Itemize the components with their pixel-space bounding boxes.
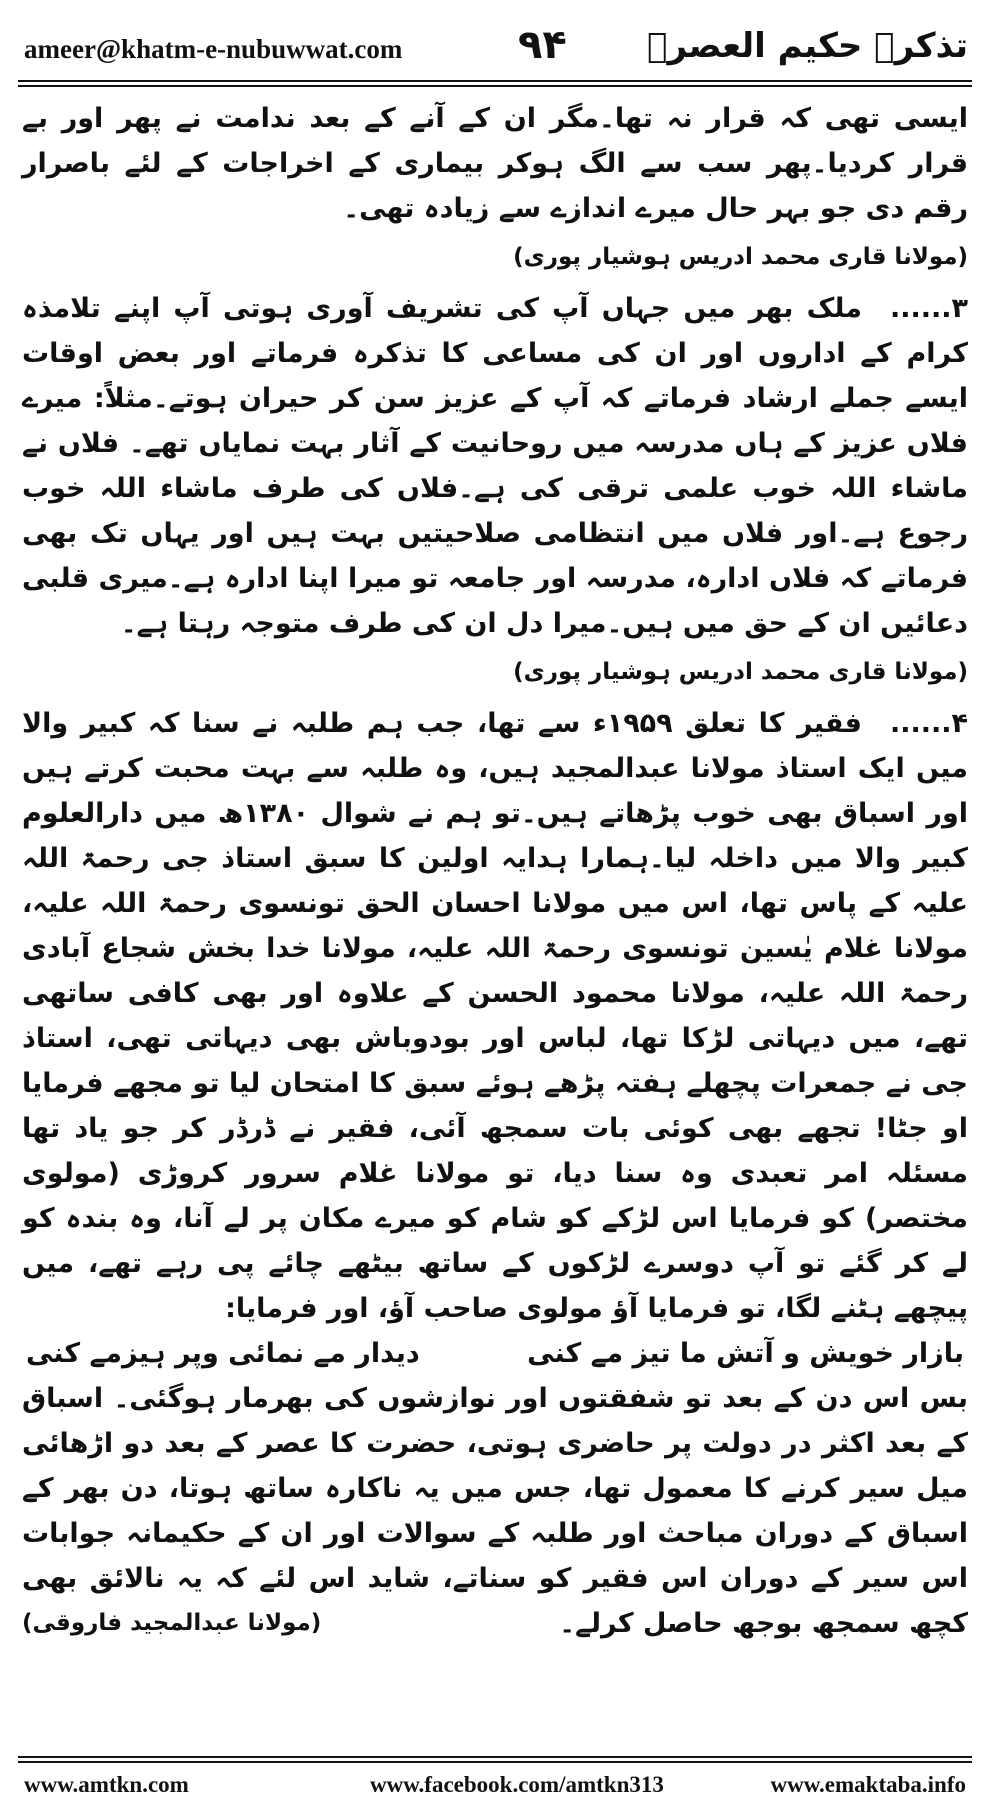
header-email: ameer@khatm-e-nubuwwat.com: [24, 34, 403, 64]
book-title: تذکرہ حکیم العصرؒ: [647, 26, 968, 66]
section4-credit: (مولانا عبدالمجید فاروقی): [22, 1610, 322, 1636]
footer-link-facebook[interactable]: www.facebook.com/amtkn313: [370, 1772, 664, 1797]
page-footer: [18, 1768, 972, 1804]
footer-rule: [18, 1756, 972, 1758]
section3-text: ملک بھر میں جہاں آپ کی تشریف آوری ہوتی آپ اپنے تلامذہ کرام کے اداروں اور ان کی مساعی کا تذکرہ فرماتے اور بعض اوقات ایسے جملے ارشاد فرماتے کہ آپ کے عزیز سن کر حیران ہوتے۔مثلاً: میرے فلاں عزیز کے ہاں مدرسہ میں روحانیت کے آثار بہت نمایاں تھے۔ فلاں نے ماشاء اللہ خوب علمی ترقی کی ہے۔فلاں کی طرف ماشاء اللہ خوب رجوع ہے۔اور فلاں میں انتظامی صلاحیتیں بہت ہیں اور یہاں تک بھی فرماتے کہ فلاں ادارہ، مدرسہ اور جامعہ تو میرا اپنا ادارہ ہے۔میری قلبی دعائیں ان کے حق میں ہیں۔میرا دل ان کی طرف متوجہ رہتا ہے۔: [22, 293, 968, 639]
persian-verse: [22, 1331, 968, 1376]
page-body: [22, 96, 968, 1646]
section2-continuation: ایسی تھی کہ قرار نہ تھا۔مگر ان کے آنے کے بعد ندامت نے پھر اور بے قرار کردیا۔پھر سب سے الگ ہوکر بیماری کے اخراجات کے لئے باصرار رقم دی جو بہر حال میرے اندازے سے زیادہ تھی۔: [22, 103, 968, 224]
section4-number: ۴......: [889, 708, 968, 739]
footer-rule-double: [18, 1761, 972, 1763]
page-header: [18, 14, 972, 78]
section4-text-after: بس اس دن کے بعد تو شفقتوں اور نوازشوں کی بھرمار ہوگئی۔ اسباق کے بعد اکثر در دولت پر حاضری ہوتی، حضرت کا عصر کے بعد دو اڑھائی میل سیر کرنے کا معمول تھا، جس میں یہ ناکارہ ساتھ ہوتا، دن بھر کے اسباق کے دوران مباحث اور طلبہ کے سوالات اور ان کے حکیمانہ جوابات اس سیر کے دوران اس فقیر کو سناتے، شاید اس لئے کہ یہ نالائق بھی کچھ سمجھ بوجھ حاصل کرلے۔: [22, 1383, 968, 1639]
section3-number: ۳......: [889, 293, 968, 324]
footer-link-amtkn[interactable]: www.amtkn.com: [24, 1772, 189, 1797]
credit-text: (مولانا قاری محمد ادریس ہوشیار پوری): [513, 659, 968, 685]
section4-text: فقیر کا تعلق ۱۹۵۹ء سے تھا، جب ہم طلبہ نے سنا کہ کبیر والا میں ایک استاذ مولانا عبدالمجید ہیں، وہ طلبہ سے بہت محبت کرتے ہیں اور اسباق بھی خوب پڑھاتے ہیں۔تو ہم نے شوال ۱۳۸۰ھ میں دارالعلوم کبیر والا میں داخلہ لیا۔ہمارا ہدایہ اولین کا سبق استاذ جی رحمۃ اللہ علیہ کے پاس تھا، اس میں مولانا احسان الحق تونسوی رحمۃ اللہ علیہ، مولانا غلام یٰسین تونسوی رحمۃ اللہ علیہ، مولانا خدا بخش شجاع آبادی رحمۃ اللہ علیہ، مولانا محمود الحسن کے علاوہ اور بھی کافی ساتھی تھے، میں دیہاتی لڑکا تھا، لباس اور بودوباش بھی دیہاتی تھی، استاذ جی نے جمعرات پچھلے ہفتہ پڑھے ہوئے سبق کا امتحان لیا تو مجھے فرمایا او جٹا! تجھے بھی کوئی بات سمجھ آئی، فقیر نے ڈرڈر کر جو یاد تھا مسئلہ امر تعبدی وہ سنا دیا، تو مولانا غلام سرور کروڑی (مولوی مختصر) کو فرمایا اس لڑکے کو شام کو میرے مکان پر لے آنا، وہ بندہ کو لے کر گئے تو آپ دوسرے لڑکوں کے ساتھ بیٹھے چائے پی رہے تھے، میں پیچھے ہٹنے لگا، تو فرمایا آؤ مولوی صاحب آؤ، اور فرمایا:: [22, 708, 968, 1324]
section3-paragraph: [22, 286, 968, 646]
page-number: ۹۴: [518, 22, 567, 68]
section2-credit: [22, 235, 968, 280]
header-rule: [18, 80, 972, 82]
footer-link-emaktaba[interactable]: www.emaktaba.info: [770, 1772, 966, 1797]
verse-left-hemistich: دیدار مے نمائی وپر ہیزمے کنی: [26, 1338, 420, 1369]
credit-text: (مولانا قاری محمد ادریس ہوشیار پوری): [513, 244, 968, 270]
section4-continuation: [22, 1376, 968, 1646]
section4-paragraph: [22, 701, 968, 1331]
header-rule-double: [18, 85, 972, 87]
section3-credit: [22, 650, 968, 695]
verse-right-hemistich: بازار خویش و آتش ما تیز مے کنی: [527, 1338, 964, 1369]
